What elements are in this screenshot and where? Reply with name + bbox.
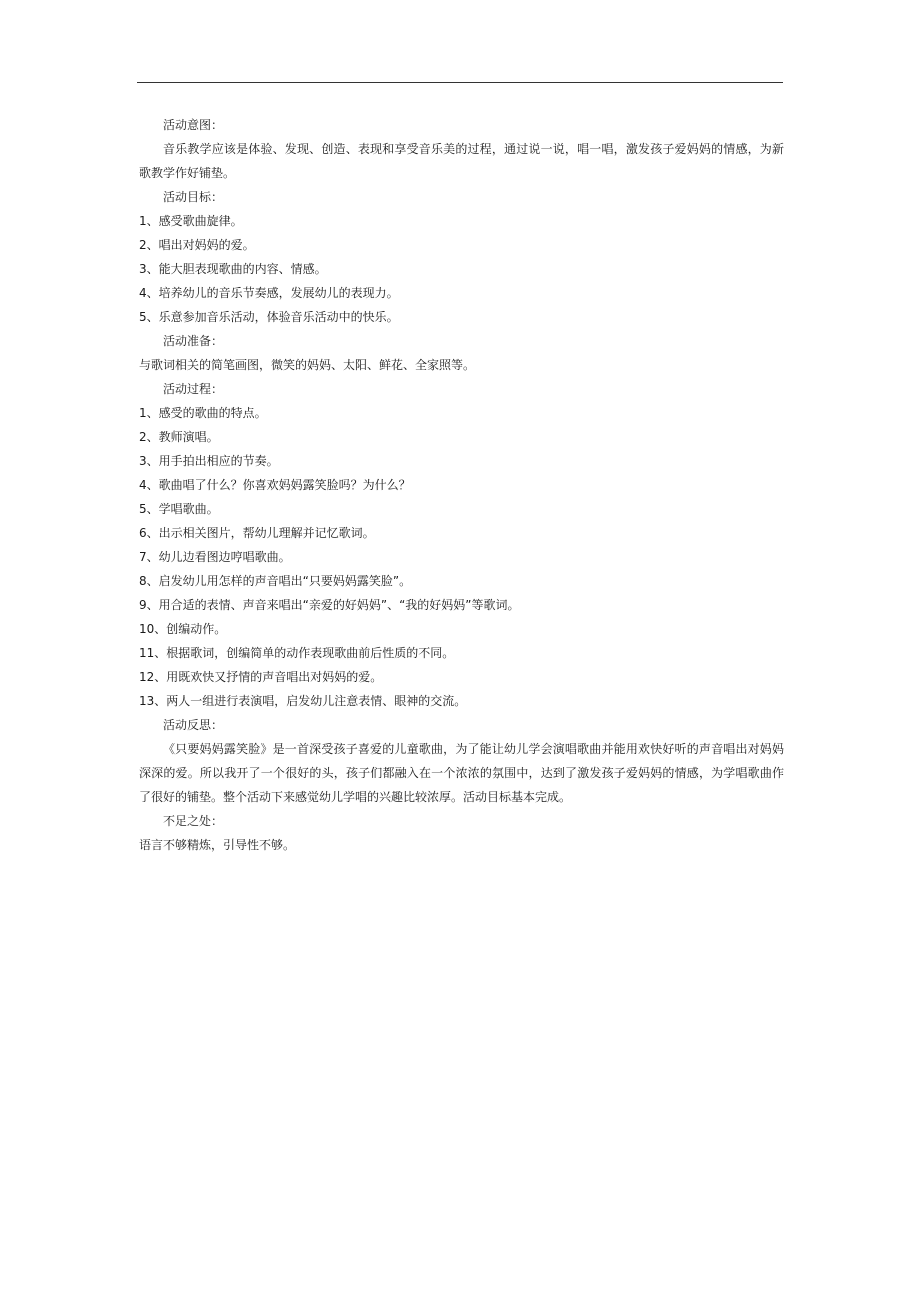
process-item: 3、用手拍出相应的节奏。 [139, 454, 279, 468]
goal-item: 5、乐意参加音乐活动，体验音乐活动中的快乐。 [139, 310, 399, 324]
process-item: 2、教师演唱。 [139, 430, 219, 444]
process-item: 1、感受的歌曲的特点。 [139, 406, 267, 420]
reflection-text: 《只要妈妈露笑脸》是一首深受孩子喜爱的儿童歌曲，为了能让幼儿学会演唱歌曲并能用欢快好听的声音唱出对妈妈深深的爱。所以我开了一个很好的头，孩子们都融入在一个浓浓的氛围中，达到了激发孩子爱妈妈的情感，为学唱歌曲作了很好的铺垫。整个活动下来感觉幼儿学唱的兴趣比较浓厚。活动目标基本完成。 [139, 742, 784, 804]
intent-text: 音乐教学应该是体验、发现、创造、表现和享受音乐美的过程，通过说一说，唱一唱，激发孩子爱妈妈的情感，为新歌教学作好铺垫。 [139, 142, 784, 180]
process-item: 12、用既欢快又抒情的声音唱出对妈妈的爱。 [139, 670, 383, 684]
shortcoming-text: 语言不够精炼，引导性不够。 [139, 838, 296, 852]
document-body [139, 113, 784, 857]
process-item: 5、学唱歌曲。 [139, 502, 219, 516]
goal-item: 2、唱出对妈妈的爱。 [139, 238, 255, 252]
process-item: 4、歌曲唱了什么？你喜欢妈妈露笑脸吗？为什么？ [139, 478, 411, 492]
prep-text: 与歌词相关的简笔画图，微笑的妈妈、太阳、鲜花、全家照等。 [139, 358, 476, 372]
goal-item: 4、培养幼儿的音乐节奏感，发展幼儿的表现力。 [139, 286, 399, 300]
goal-item: 1、感受歌曲旋律。 [139, 214, 243, 228]
goals-heading: 活动目标： [163, 190, 224, 204]
reflection-heading: 活动反思： [163, 718, 224, 732]
process-item: 6、出示相关图片，帮幼儿理解并记忆歌词。 [139, 526, 375, 540]
shortcoming-heading: 不足之处： [163, 814, 224, 828]
process-item: 7、幼儿边看图边哼唱歌曲。 [139, 550, 291, 564]
intent-heading: 活动意图： [163, 118, 224, 132]
process-heading: 活动过程： [163, 382, 224, 396]
process-item: 8、启发幼儿用怎样的声音唱出“只要妈妈露笑脸”。 [139, 574, 412, 588]
process-item: 11、根据歌词，创编简单的动作表现歌曲前后性质的不同。 [139, 646, 455, 660]
header-divider [137, 82, 783, 83]
prep-heading: 活动准备： [163, 334, 224, 348]
process-item: 10、创编动作。 [139, 622, 227, 636]
goal-item: 3、能大胆表现歌曲的内容、情感。 [139, 262, 327, 276]
process-item: 9、用合适的表情、声音来唱出“亲爱的好妈妈”、“我的好妈妈”等歌词。 [139, 598, 520, 612]
process-item: 13、两人一组进行表演唱，启发幼儿注意表情、眼神的交流。 [139, 694, 467, 708]
